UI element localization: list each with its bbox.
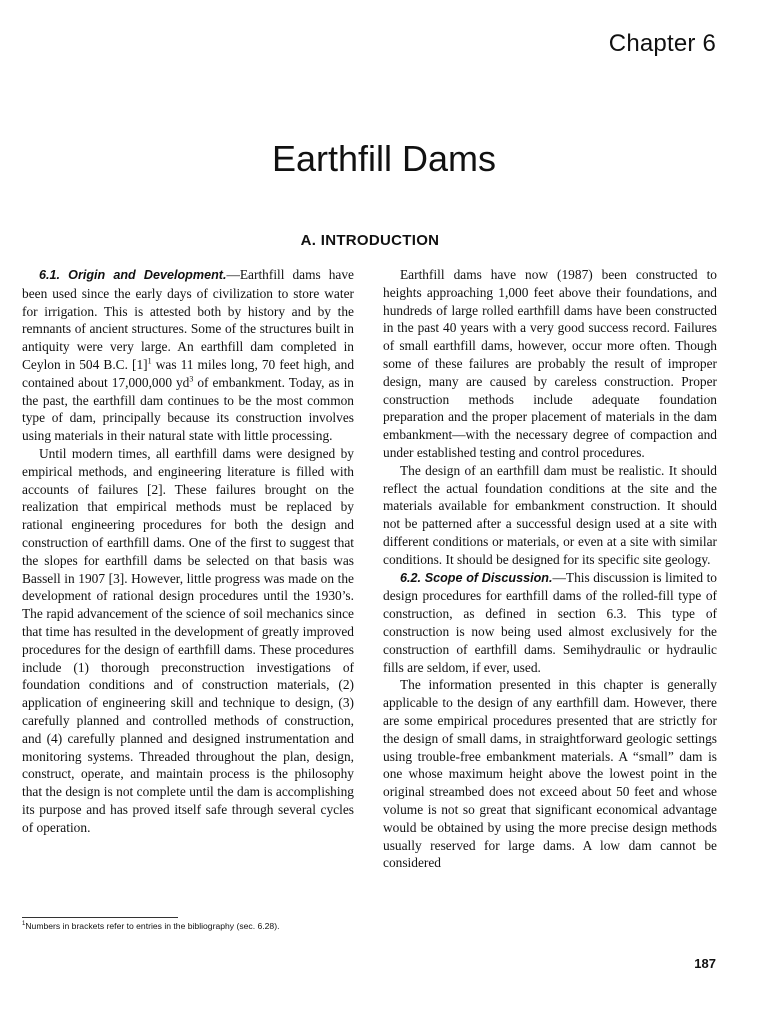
paragraph-text: was 11 miles long, 70 feet high, and contained about 17,000,000 yd — [22, 356, 355, 390]
section-title: A. INTRODUCTION — [300, 232, 440, 249]
subsection-heading-6-1: 6.1. Origin and Development. — [39, 268, 227, 282]
paragraph-modern-times: Until modern times, all earthfill dams were designed by empirical methods, and engineering literature is filled with accounts of failures [2]. These failures brought on the realization that empirical methods must be replaced by rational engineering procedures for both the design and construction of earthfill dams. One of the first to suggest that the slopes for earthfill dams be selected on that basis was Bassell in 1907 [3]. However, little progress was made on the development of rational design procedures until the 1930’s. The rapid advancement of the science of soil mechanics since that time has resulted in the development of greatly improved procedures for the design of earthfill dams. These procedures include (1) thorough preconstruction investigations of foundation conditions and of construction materials, (2) application of engineering skill and technique to design, (3) carefully planned and controlled methods of construction, and (4) carefully planned and designed instrumentation and monitoring systems. Threaded throughout the plan, design, construct, operate, and maintain process is the philosophy that the design is not complete until the dam is accomplishing its purpose and has proved itself safe through several cycles of operation. — [22, 445, 354, 835]
footnote — [22, 921, 279, 931]
subsection-heading-6-2: 6.2. Scope of Discussion. — [400, 570, 553, 585]
footnote-marker: 1 — [22, 921, 26, 928]
paragraph-text: of embankment. Today, as in the past, the earthfill dam continues to be the most common type of dam, principally because its construction involves using materials in their natural state with little processing. — [22, 374, 354, 444]
superscript-cubed: 3 — [189, 374, 194, 384]
right-column — [383, 266, 717, 872]
left-column — [22, 266, 354, 837]
paragraph-design-realistic: The design of an earthfill dam must be realistic. It should reflect the actual foundation conditions at the site and the materials available for embankment construction. It should not be patterned after a successful design used at a site with different conditions or materials, or even at a site with similar conditions. It should be designed for its specific site geology. — [383, 462, 717, 567]
paragraph-text: —Earthfill dams have been used since the early days of civilization to store water for irrigation. This is attested both by history and by the remnants of ancient structures. Some of the structures built in antiquity were very large. An earthfill dam completed in Ceylon in 504 B.C. [1] — [22, 267, 354, 372]
paragraph-scope — [383, 569, 717, 677]
footnote-rule — [22, 917, 178, 918]
page-number: 187 — [694, 956, 716, 971]
footnote-text: Numbers in brackets refer to entries in the bibliography (sec. 6.28). — [25, 921, 280, 931]
paragraph-construction-record: Earthfill dams have now (1987) been constructed to heights approaching 1,000 feet above their foundations, and hundreds of large rolled earthfill dams have been constructed in the past 40 years with a very good success record. Failures of small earthfill dams, however, occur more often. Though some of these failures are probably the result of improper design, many are caused by careless construction. Proper construction methods include adequate foundation preparation and the proper placement of materials in the dam embankment—with the necessary degree of compaction and under established testing and control procedures. — [383, 267, 717, 460]
paragraph-text: —This discussion is limited to design procedures for earthfill dams of the rolled-fill type of construction, as defined in section 6.3. This type of construction is now being used almost exclusively for the construction of earthfill dams. Semihydraulic or hydraulic fills are seldom, if ever, used. — [383, 569, 717, 675]
chapter-title: Earthfill Dams — [271, 138, 497, 179]
footnote-reference: 1 — [147, 356, 152, 366]
paragraph-origin-development — [22, 266, 354, 445]
paragraph-small-dams: The information presented in this chapter is generally applicable to the design of any earthfill dam. However, there are some empirical procedures presented that are strictly for the design of small dams, in straightforward geologic settings using trouble-free embankment materials. A “small” dam is one whose maximum height above the lowest point in the original streambed does not exceed about 50 feet and whose volume is not so great that significant economical advantage would be obtained by using the more precise design methods usually reserved for large dams. A low dam cannot be considered — [383, 677, 717, 871]
chapter-label: Chapter 6 — [608, 30, 716, 57]
